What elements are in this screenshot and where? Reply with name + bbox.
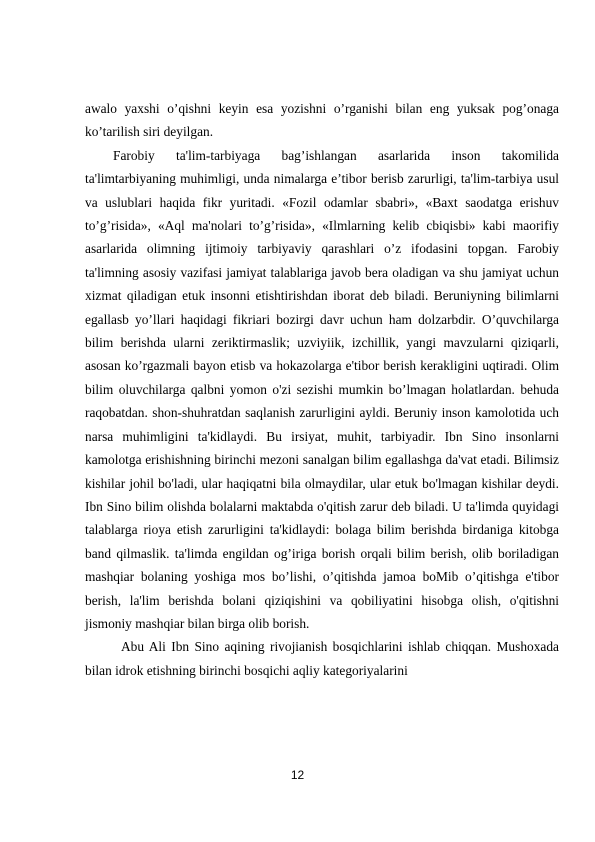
body-text	[85, 97, 559, 682]
paragraph-ibn-sino: Abu Ali Ibn Sino aqining rivojianish bosqichlarini ishlab chiqqan. Mushoxada bilan idrok etishning birinchi bosqichi aqliy kategoriyalarini	[85, 639, 559, 678]
paragraph-farobiy: Farobiy ta'lim-tarbiyaga bag’ishlangan asarlarida inson takomilida ta'limtarbiyaning muhimligi, unda nimalarga e’tibor berisb zarurligi, ta'lim-tarbiya usul va uslublari haqida fikr yuritadi. «Fozil odamlar sbabri», «Baxt saodatga erishuv to’g’risida», «Aql ma'nolari to’g’risida», «Ilmlarning kelib cbiqisbi» kabi maorifiy asarlarida olimning ijtimoiy tarbiyaviy qarashlari o’z ifodasini topgan. Farobiy ta'limning asosiy vazifasi jamiyat talablariga javob bera oladigan va shu jamiyat uchun xizmat qiladigan etuk insonni etishtirishdan iborat deb biladi. Beruniyning bilimlarni egallasb yo’llari haqidagi fikriari bozirgi davr uchun ham dolzarbdir. O’quvchilarga bilim berishda ularni zeriktirmaslik; uzviyiik, izchillik, yangi mavzularni qiziqarli, asosan ko’rgazmali bayon etisb va hokazolarga e'tibor berish kerakligini uqtiradi. Olim bilim oluvchilarga qalbni yomon o'zi sezishi mumkin bo’lmagan holatlardan. behuda raqobatdan. shon-shuhratdan saqlanish zarurligini ayldi. Beruniy inson kamolotida uch narsa muhimligini ta'kidlaydi. Bu irsiyat, muhit, tarbiyadir. Ibn Sino insonlarni kamolotga erishishning birinchi mezoni sanalgan bilim egallashga da'vat etadi. Bilimsiz kishilar johil bo'ladi, ular haqiqatni bila olmaydilar, ular etuk bo'lmagan kishilar deydi. Ibn Sino bilim olishda bolalarni maktabda o'qitish zarur deb biladi. U ta'limda quyidagi talablarga rioya etish zarurligini ta'kidlaydi: bolaga bilim berishda birdaniga kitobga band qilmaslik. ta'limda engildan og’iriga borish orqali bilim berish, olib boriladigan mashqiar bolaning yoshiga mos bo’lishi, o’qitishda jamoa boMib o’qitishga e'tibor berish, la'lim berishda bolani qiziqishini va qobiliyatini hisobga olish, o'qitishni jismoniy mashqiar bilan birga olib borish.	[85, 147, 559, 631]
paragraph-continuation: awalo yaxshi o’qishni keyin esa yozishni o’rganishi bilan eng yuksak pog’onaga ko’tarilish siri deyilgan.	[85, 101, 559, 140]
page-number: 12	[290, 768, 305, 782]
